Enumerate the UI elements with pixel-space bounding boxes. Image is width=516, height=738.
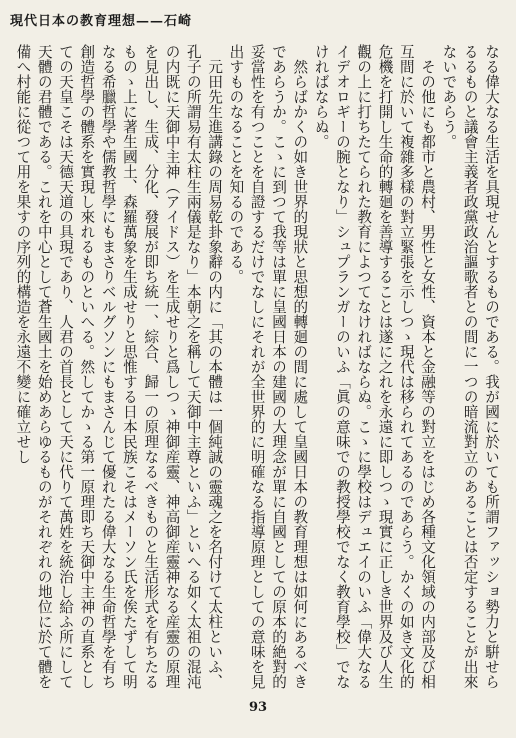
paragraph: 然らばかくの如き世界的現狀と思想的轉廻の間に處して皇國日本の教育理想は如何にあるべきであらうか。こゝに到つて我等は單に皇國日本の建國の大理念が單に自國としての原本的絶對的妥當性を有つことを自證するだけでなしにそれが全世界的に明確なる指導原理としての意味を見出すものなることを知るのである。 [227,44,309,689]
paragraph: その他にも都市と農村、男性と女性、資本と金融等の對立をはじめ各種文化領域の内部及び相互間に於いて複雜多樣の對立緊張を示しつゝ現代は移られてあるのであらう。かくの如き文化的危機を打開し生命的轉廻を善導することは遂に之れを永遠に即しつゝ現實に正しき世界及び人生觀の上に打ちたてられた教育によつてなければならぬ。こゝに學校はデュエイのいふ「偉大なるイデオロギーの腕となり」シュプランガーのいふ「眞の意味での教授學校でなく教育學校」でなければならぬ。 [312,44,437,689]
paragraph: なる偉大なる生活を具現せんとするものである。我が國に於いても所謂ファッショ勢力と騈せらるるものと議會主義者政黨政治謳歌者との間に一つの暗流對立のあることは否定することが出來ないであらう。 [440,44,500,689]
paragraph: 元田先生進講錄の周易乾卦象辭の内に「其の本體は一個純誠の靈魂之を名付けて太柱といふ、孔子の所謂易有太柱生兩儀是なり」本朝之を稱して天御中主尊といふ」といへる如く太祖の混沌の内既に天御中主神（アイドス）を生成せりと爲しつゝ神御産靈、神高御産靈神なる産靈の原理を見出し、生成、分化、發展が即ち統一、綜合、歸一の原理なるべきものと生活形式を有ちたるものゝ上に著生國土、森羅萬象を生成せりと思惟する日本民族こそはメーソン氏を俟たずして明なる希臘哲學や儒教哲學にもまさりベルグソンにもまさんじて優れたる偉大なる生命哲學を有ち創造哲學の體系を實現し來れるものといへる。然してかゝる第一原理即ち天御中主神の直系としての天皇こそは天德天道の具現であり、人君の首長として天に代りて萬姓を統治し給ふ所にして天體の君體である。これを中心として蒼生國土を始めあらゆるものがそれぞれの地位に於て體を備へ村能に從つて用を果すの序列的構造を永遠不變に確立せし [14,44,224,689]
vertical-body-text [10,44,502,692]
running-header: 現代日本の教育理想——石崎 [10,14,193,29]
page-number: 93 [248,700,268,715]
